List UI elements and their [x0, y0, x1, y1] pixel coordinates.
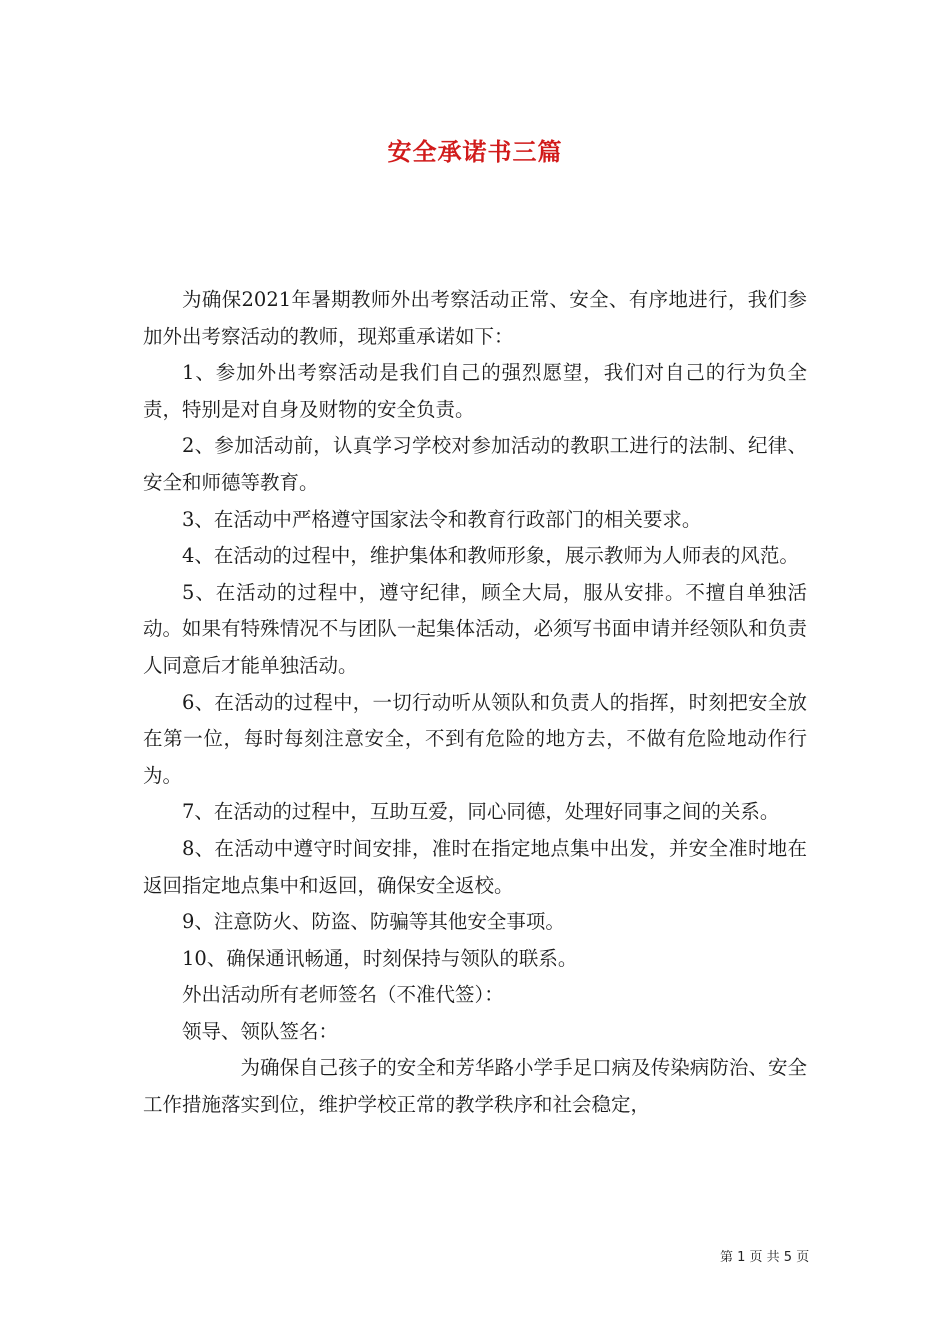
paragraph-item-10: 10、确保通讯畅通，时刻保持与领队的联系。 [182, 946, 578, 970]
paragraph-item-6: 6、在活动的过程中，一切行动听从领队和负责人的指挥，时刻把安全放在第一位，每时每刻注意安全，不到有危险的地方去，不做有危险地动作行为。 [143, 690, 807, 787]
paragraph-item-3: 3、在活动中严格遵守国家法令和教育行政部门的相关要求。 [182, 507, 702, 531]
paragraph-item-1: 1、参加外出考察活动是我们自己的强烈愿望，我们对自己的行为负全责，特别是对自身及财物的安全负责。 [143, 361, 807, 421]
paragraph-intro: 为确保2021年暑期教师外出考察活动正常、安全、有序地进行，我们参加外出考察活动的教师，现郑重承诺如下： [143, 288, 807, 348]
signature-line-leaders: 领导、领队签名： [182, 1019, 339, 1043]
signature-line-teachers: 外出活动所有老师签名（不准代签）： [182, 983, 504, 1007]
page-number: 第 1 页 共 5 页 [720, 1250, 810, 1265]
paragraph-item-2: 2、参加活动前，认真学习学校对参加活动的教职工进行的法制、纪律、安全和师德等教育。 [143, 434, 807, 494]
document-body [143, 282, 807, 1124]
paragraph-second-letter-intro: 为确保自己孩子的安全和芳华路小学手足口病及传染病防治、安全工作措施落实到位，维护学校正常的教学秩序和社会稳定， [143, 1056, 807, 1117]
paragraph-item-8: 8、在活动中遵守时间安排，准时在指定地点集中出发，并安全准时地在返回指定地点集中和返回，确保安全返校。 [143, 836, 807, 897]
paragraph-item-9: 9、注意防火、防盗、防骗等其他安全事项。 [182, 910, 565, 934]
paragraph-item-4: 4、在活动的过程中，维护集体和教师形象，展示教师为人师表的风范。 [182, 544, 799, 568]
document-title: 安全承诺书三篇 [387, 137, 563, 166]
paragraph-item-5: 5、在活动的过程中，遵守纪律，顾全大局，服从安排。不擅自单独活动。如果有特殊情况不与团队一起集体活动，必须写书面申请并经领队和负责人同意后才能单独活动。 [143, 580, 807, 677]
paragraph-item-7: 7、在活动的过程中，互助互爱，同心同德，处理好同事之间的关系。 [182, 800, 780, 824]
